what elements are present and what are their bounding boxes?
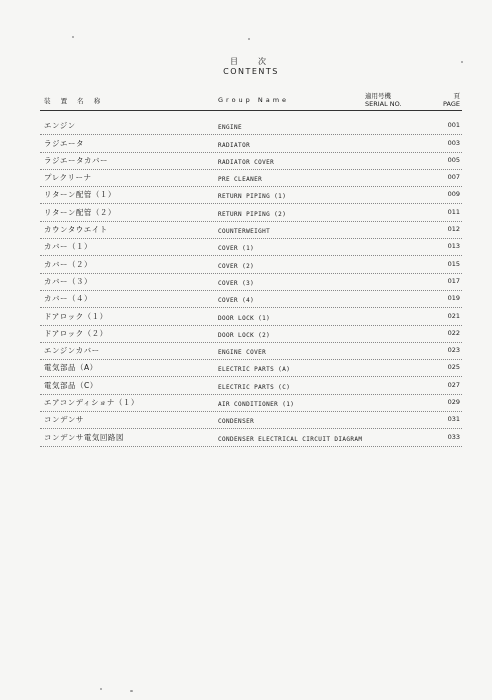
group-name-en: AIR CONDITIONER (1) <box>218 401 295 409</box>
table-row <box>40 256 462 273</box>
component-name-jp: コンデンサ <box>44 415 84 425</box>
scan-speck <box>461 61 463 63</box>
table-row <box>40 204 462 221</box>
group-name-en: RADIATOR COVER <box>218 158 275 166</box>
table-row <box>40 360 462 377</box>
scan-speck <box>100 688 102 690</box>
page-number: 023 <box>447 346 460 355</box>
component-name-jp: プレクリーナ <box>44 173 92 183</box>
component-name-jp: ドアロック（２） <box>44 328 108 338</box>
column-header-page-en: PAGE <box>443 100 460 108</box>
scan-speck <box>72 36 74 38</box>
column-header-serial-jp: 適用号機 <box>365 92 391 100</box>
page-number: 033 <box>447 432 460 441</box>
table-row <box>40 170 462 187</box>
table-row <box>40 187 462 204</box>
page-number: 001 <box>447 121 460 130</box>
table-row <box>40 326 462 343</box>
component-name-jp: カバー（１） <box>44 242 92 252</box>
table-row <box>40 377 462 394</box>
column-header-serial <box>365 92 402 108</box>
component-name-jp: 電気部品（C） <box>44 380 98 390</box>
group-name-en: COVER (2) <box>218 262 255 270</box>
group-name-en: CONDENSER <box>218 418 255 426</box>
component-name-jp: カバー（２） <box>44 259 92 269</box>
scan-speck <box>130 690 133 692</box>
component-name-jp: ラジエータカバー <box>44 155 108 165</box>
table-row <box>40 429 462 446</box>
page-number: 015 <box>447 259 460 268</box>
scan-speck <box>248 38 250 40</box>
component-name-jp: コンデンサ電気回路図 <box>44 432 124 442</box>
column-header-name: 装 置 名 称 <box>44 97 105 105</box>
header-divider <box>40 110 462 111</box>
group-name-en: COUNTERWEIGHT <box>218 228 271 236</box>
component-name-jp: カウンタウエイト <box>44 225 108 235</box>
group-name-en: ELECTRIC PARTS (A) <box>218 366 291 374</box>
page-number: 007 <box>447 173 460 182</box>
component-name-jp: リターン配管（２） <box>44 207 116 217</box>
group-name-en: DOOR LOCK (1) <box>218 314 271 322</box>
table-row <box>40 222 462 239</box>
group-name-en: RADIATOR <box>218 141 251 149</box>
group-name-en: COVER (1) <box>218 245 255 253</box>
page-title-jp: 目 次 <box>230 57 272 66</box>
column-header-serial-en: SERIAL NO. <box>365 100 402 108</box>
page-number: 021 <box>447 311 460 320</box>
component-name-jp: 電気部品（A） <box>44 363 98 373</box>
page-number: 031 <box>447 415 460 424</box>
table-row <box>40 135 462 152</box>
page-number: 005 <box>447 155 460 164</box>
component-name-jp: エンジン <box>44 121 76 131</box>
component-name-jp: カバー（３） <box>44 276 92 286</box>
page-number: 022 <box>447 328 460 337</box>
component-name-jp: リターン配管（１） <box>44 190 116 200</box>
group-name-en: PRE CLEANER <box>218 176 263 184</box>
table-row <box>40 395 462 412</box>
component-name-jp: ドアロック（１） <box>44 311 108 321</box>
group-name-en: COVER (4) <box>218 297 255 305</box>
group-name-en: CONDENSER ELECTRICAL CIRCUIT DIAGRAM <box>218 435 363 443</box>
group-name-en: DOOR LOCK (2) <box>218 331 271 339</box>
group-name-en: RETURN PIPING (1) <box>218 193 287 201</box>
page-number: 017 <box>447 276 460 285</box>
table-row <box>40 239 462 256</box>
page-number: 029 <box>447 398 460 407</box>
table-row <box>40 153 462 170</box>
group-name-en: ENGINE <box>218 124 243 132</box>
component-name-jp: ラジエータ <box>44 138 84 148</box>
page-number: 019 <box>447 294 460 303</box>
page-number: 009 <box>447 190 460 199</box>
page-number: 003 <box>447 138 460 147</box>
contents-table <box>40 118 462 447</box>
table-row <box>40 274 462 291</box>
page-number: 027 <box>447 380 460 389</box>
table-row <box>40 118 462 135</box>
component-name-jp: エアコンディショナ（１） <box>44 398 139 408</box>
component-name-jp: エンジンカバー <box>44 346 100 356</box>
group-name-en: COVER (3) <box>218 279 255 287</box>
column-header-page-jp: 頁 <box>453 92 460 100</box>
group-name-en: ENGINE COVER <box>218 349 267 357</box>
table-row <box>40 412 462 429</box>
table-row <box>40 308 462 325</box>
table-row <box>40 291 462 308</box>
page-number: 011 <box>447 207 460 216</box>
page-number: 025 <box>447 363 460 372</box>
column-header-page <box>440 92 460 108</box>
group-name-en: ELECTRIC PARTS (C) <box>218 383 291 391</box>
column-header-group: Group Name <box>218 96 290 104</box>
component-name-jp: カバー（４） <box>44 294 92 304</box>
page-number: 012 <box>447 225 460 234</box>
table-row <box>40 343 462 360</box>
page-title-en: CONTENTS <box>223 67 279 76</box>
page-number: 013 <box>447 242 460 251</box>
group-name-en: RETURN PIPING (2) <box>218 210 287 218</box>
